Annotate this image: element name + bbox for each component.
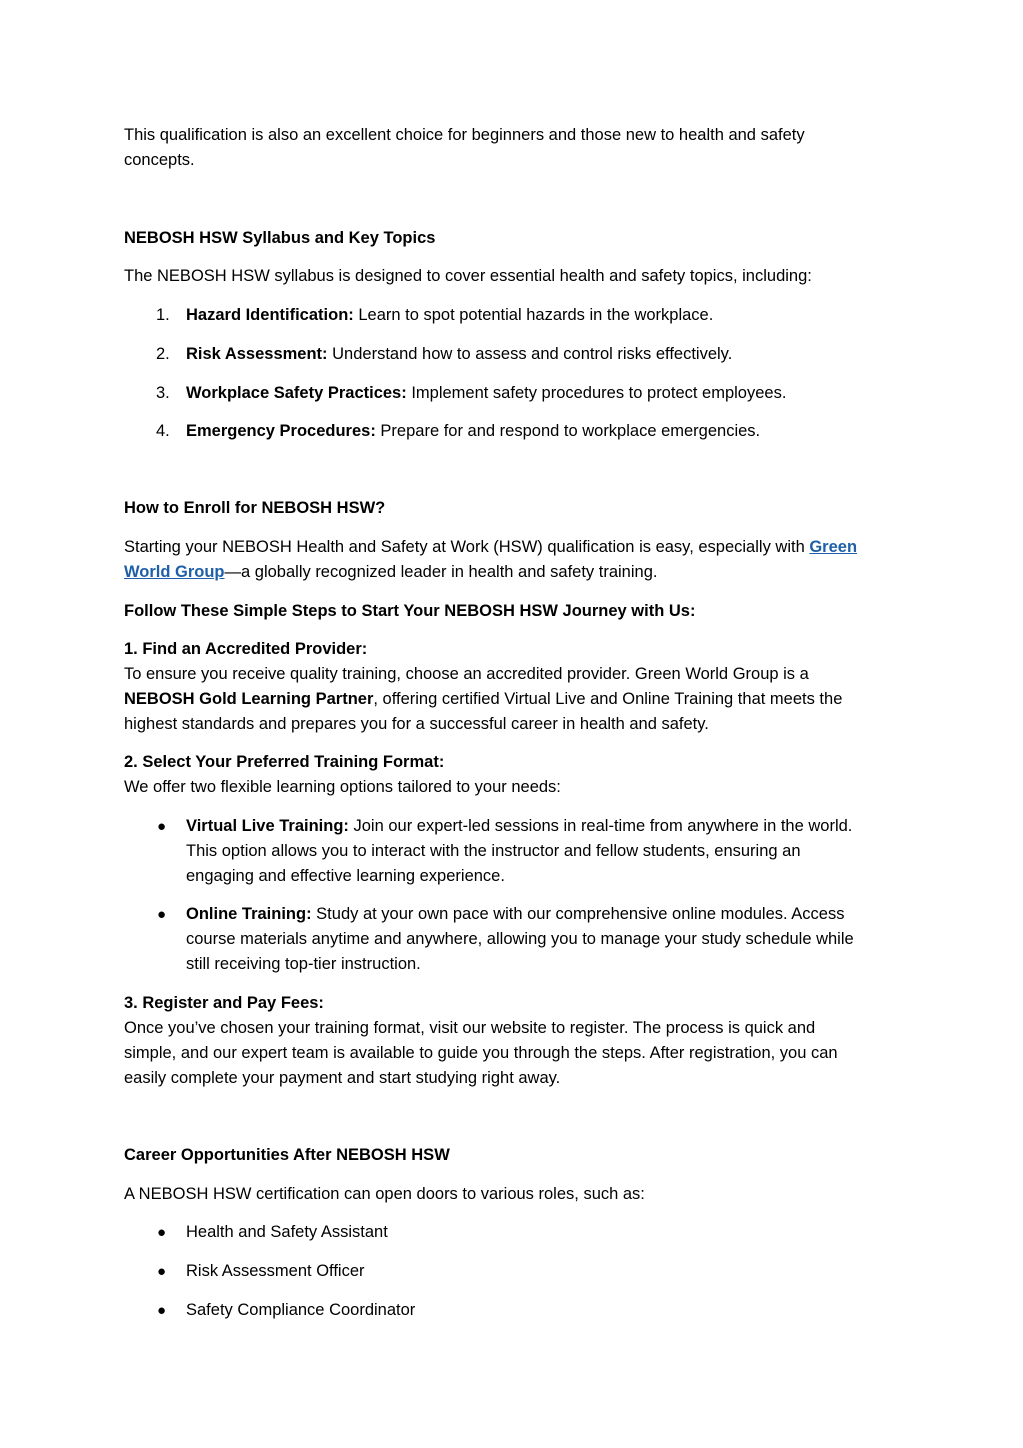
enroll-text: —a globally recognized leader in health and safety training. [224, 563, 658, 581]
list-number: 4. [156, 422, 170, 440]
list-item-text: Learn to spot potential hazards in the workplace. [353, 306, 714, 324]
syllabus-lead: The NEBOSH HSW syllabus is designed to cover essential health and safety topics, including: [124, 267, 812, 285]
list-item: Safety Compliance Coordinator [186, 1301, 416, 1319]
list-item [186, 419, 760, 444]
bullet-icon: ● [157, 1302, 167, 1319]
list-item: Health and Safety Assistant [186, 1223, 388, 1241]
step-1-line-2 [124, 687, 842, 712]
option-line-3: engaging and effective learning experience. [186, 867, 505, 885]
step-1-line-3: highest standards and prepares you for a successful career in health and safety. [124, 715, 709, 733]
bullet-icon: ● [157, 818, 167, 835]
intro-line-1: This qualification is also an excellent choice for beginners and those new to health and safety [124, 126, 805, 144]
list-item-title: Emergency Procedures: [186, 422, 376, 440]
bullet-icon: ● [157, 1224, 167, 1241]
enroll-text: Starting your NEBOSH Health and Safety at Work (HSW) qualification is easy, especially with [124, 538, 810, 556]
step-3-line-3: easily complete your payment and start studying right away. [124, 1069, 561, 1087]
option-line-1 [186, 814, 852, 839]
option-line-1 [186, 902, 844, 927]
list-number: 3. [156, 384, 170, 402]
list-item [186, 381, 786, 406]
step-3-line-1: Once you’ve chosen your training format, visit our website to register. The process is quick and [124, 1019, 816, 1037]
list-item [186, 342, 732, 367]
step-2-title: 2. Select Your Preferred Training Format: [124, 753, 445, 771]
enroll-paragraph-line-2 [124, 560, 657, 585]
list-item-text: Understand how to assess and control risks effectively. [327, 345, 733, 363]
list-item: Risk Assessment Officer [186, 1262, 365, 1280]
step-3-line-2: simple, and our expert team is available to guide you through the steps. After registration, you can [124, 1044, 838, 1062]
list-number: 1. [156, 306, 170, 324]
list-item-text: Prepare for and respond to workplace emergencies. [375, 422, 761, 440]
list-item [186, 303, 713, 328]
option-text: Study at your own pace with our comprehensive online modules. Access [311, 905, 845, 923]
option-title: Virtual Live Training: [186, 817, 349, 835]
step-1-title: 1. Find an Accredited Provider: [124, 640, 368, 658]
option-line-2: course materials anytime and anywhere, allowing you to manage your study schedule while [186, 930, 854, 948]
bullet-icon: ● [157, 906, 167, 923]
option-line-3: still receiving top-tier instruction. [186, 955, 421, 973]
option-line-2: This option allows you to interact with the instructor and fellow students, ensuring an [186, 842, 801, 860]
enroll-heading: How to Enroll for NEBOSH HSW? [124, 499, 386, 517]
step-1-line-1: To ensure you receive quality training, choose an accredited provider. Green World Group is a [124, 665, 809, 683]
list-item-title: Workplace Safety Practices: [186, 384, 407, 402]
syllabus-heading: NEBOSH HSW Syllabus and Key Topics [124, 229, 436, 247]
list-number: 2. [156, 345, 170, 363]
career-lead: A NEBOSH HSW certification can open doors to various roles, such as: [124, 1185, 645, 1203]
step-1-text: , offering certified Virtual Live and Online Training that meets the [373, 690, 843, 708]
step-2-lead: We offer two flexible learning options tailored to your needs: [124, 778, 561, 796]
list-item-title: Risk Assessment: [186, 345, 328, 363]
option-text: Join our expert-led sessions in real-time from anywhere in the world. [348, 817, 853, 835]
green-world-group-link[interactable]: World Group [124, 563, 225, 581]
partner-badge-text: NEBOSH Gold Learning Partner [124, 690, 374, 708]
option-title: Online Training: [186, 905, 312, 923]
green-world-group-link[interactable]: Green [809, 538, 858, 556]
steps-heading: Follow These Simple Steps to Start Your NEBOSH HSW Journey with Us: [124, 602, 696, 620]
bullet-icon: ● [157, 1263, 167, 1280]
enroll-paragraph-line-1 [124, 535, 857, 560]
intro-line-2: concepts. [124, 151, 195, 169]
step-3-title: 3. Register and Pay Fees: [124, 994, 324, 1012]
list-item-text: Implement safety procedures to protect employees. [406, 384, 787, 402]
career-heading: Career Opportunities After NEBOSH HSW [124, 1146, 450, 1164]
list-item-title: Hazard Identification: [186, 306, 354, 324]
